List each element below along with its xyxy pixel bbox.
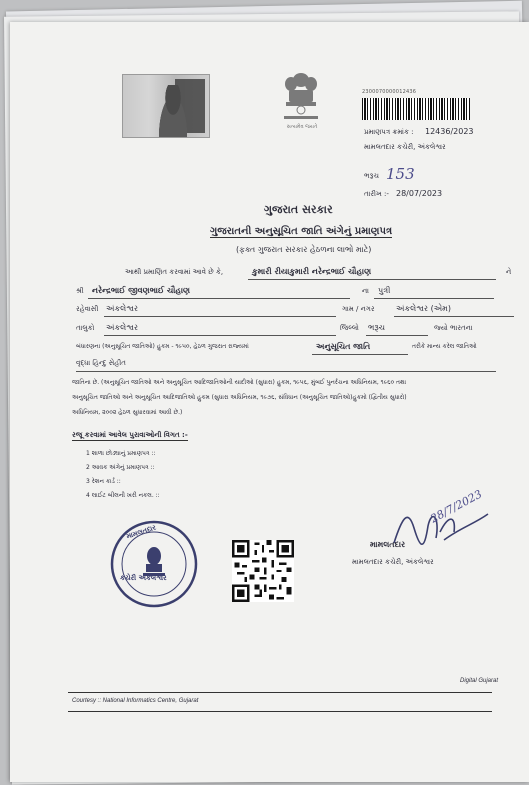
government-title: ગુજરાત સરકાર xyxy=(264,203,333,216)
barcode-number: 2300070000012436 xyxy=(362,89,417,95)
resident-value: અંકલેશ્વર xyxy=(106,304,139,313)
seal-bottom-text: કચેરી અંકલેશ્વર xyxy=(120,574,167,582)
taluka-value: અંકલેશ્વર xyxy=(106,323,139,332)
name-suffix: ને xyxy=(506,268,512,276)
certificate-number: 12436/2023 xyxy=(425,127,474,136)
office-line: મામલતદાર કચેરી, અંકલેશ્વર xyxy=(364,143,446,151)
certificate-title: ગુજરાતની અનુસૂચિત જાતિ અંગેનું પ્રમાણપત્ર xyxy=(210,226,393,237)
taluka-label: તાલુકો xyxy=(76,324,95,332)
relation-label: ના xyxy=(362,287,369,295)
law-paragraph-line-2: અનુસૂચિત જાતિઓ અને અનુસૂચિત આદિજાતિઓ હુકમ (સુધારા અધિનિયમ, ૧૯૭૬, સંવિધાન (અનુસૂચિત જાતિઓ)હુકમો (દ્વિતીય સુધારો) xyxy=(72,394,407,401)
state-label: જ્યો ભારતના xyxy=(434,324,473,332)
village-value: અંકલેશ્વર (એમ) xyxy=(396,304,451,313)
father-prefix: શ્રી xyxy=(76,287,84,295)
district-value: ભરૂચ xyxy=(368,323,386,332)
applicant-photo xyxy=(122,74,210,138)
village-label: ગામ / નગર xyxy=(342,305,375,313)
seal-top-text: મામલતદાર xyxy=(125,523,158,541)
constitution-text: બંધારણના (અનુસૂચિત જાતિઓ) હુકમ - ૧૯૫૦, હેઠળ ગુજરાત રાજ્યમાં xyxy=(76,343,249,350)
certificate-number-label: પ્રમાણપત્ર ક્રમાંક : xyxy=(364,128,414,136)
law-paragraph-line-3: અધિનિયમ, ૨૦૦૨ હેઠળ સુધારવામાં આવી છે.) xyxy=(72,409,183,416)
qr-code xyxy=(232,540,294,602)
footer-brand: Digital Gujarat xyxy=(460,678,499,684)
page-number-handwritten: 153 xyxy=(386,165,415,183)
footer-courtesy: Courtesy :: National Informatics Centre, Gujarat xyxy=(72,698,199,704)
recognized-text: તરીકે માન્ય કરેલ જાતિઓ xyxy=(412,343,477,350)
certify-label: આથી પ્રમાણિત કરવામાં આવે છે કે, xyxy=(125,268,224,276)
father-name: નરેન્દ્રભાઈ જીવણભાઈ ચૌહાણ xyxy=(92,286,191,295)
caste-name: વૃદ્ધા હિન્દુ સેહીત xyxy=(76,359,126,367)
signatory-title: મામલતદાર xyxy=(370,540,406,549)
district-label: જિલ્લો xyxy=(340,324,359,332)
evidence-heading: રજૂ કરવામાં આવેલ પુરાવાઓની વિગત :- xyxy=(72,431,188,439)
certificate-date: 28/07/2023 xyxy=(396,189,443,198)
signatory-office: મામલતદાર કચેરી, અંકલેશ્વર xyxy=(352,558,434,566)
evidence-item: 4 લાઈટ બીલની ખરી નકલ. :: xyxy=(86,492,160,499)
evidence-item: 2 આવક અંગેનું પ્રમાણપત્ર :: xyxy=(86,464,155,471)
certificate-subtitle: (ફક્ત ગુજરાત સરકાર હેઠળના લાભો માટે) xyxy=(236,245,372,254)
resident-label: રહેવાસી xyxy=(76,305,99,313)
evidence-item: 1 શાળા છોડ્યાનું પ્રમાણપત્ર :: xyxy=(86,450,156,457)
caste-category: અનુસૂચિત જાતિ xyxy=(316,342,371,351)
applicant-name: કુમારી રીયાકુમારી નરેન્દ્રભાઈ ચૌહાણ xyxy=(252,267,372,276)
handwritten-signature-date: 28/7/2023 xyxy=(428,487,485,526)
evidence-item: 3 રેશન કાર્ડ :: xyxy=(86,478,121,485)
date-label: તારીખ :- xyxy=(364,190,389,198)
law-paragraph-line-1: જાતિના છે. (અનુસૂચિત જાતિઓ અને અનુસૂચિત આદિજાતિઓની યાદીઓ (સુધારા) હુકમ, ૧૯૫૬, મુંબઈ પુનર્રચના અધિનિયમ, ૧૯૬૦ તથા xyxy=(72,379,407,386)
emblem-caption: સત્યમેવ જયતે xyxy=(286,124,318,130)
barcode xyxy=(362,98,470,120)
certificate-page xyxy=(10,22,529,782)
national-emblem-icon xyxy=(280,70,322,124)
relation-value: પુત્રી xyxy=(378,286,391,295)
page-label: ભરૂચ xyxy=(364,172,379,180)
